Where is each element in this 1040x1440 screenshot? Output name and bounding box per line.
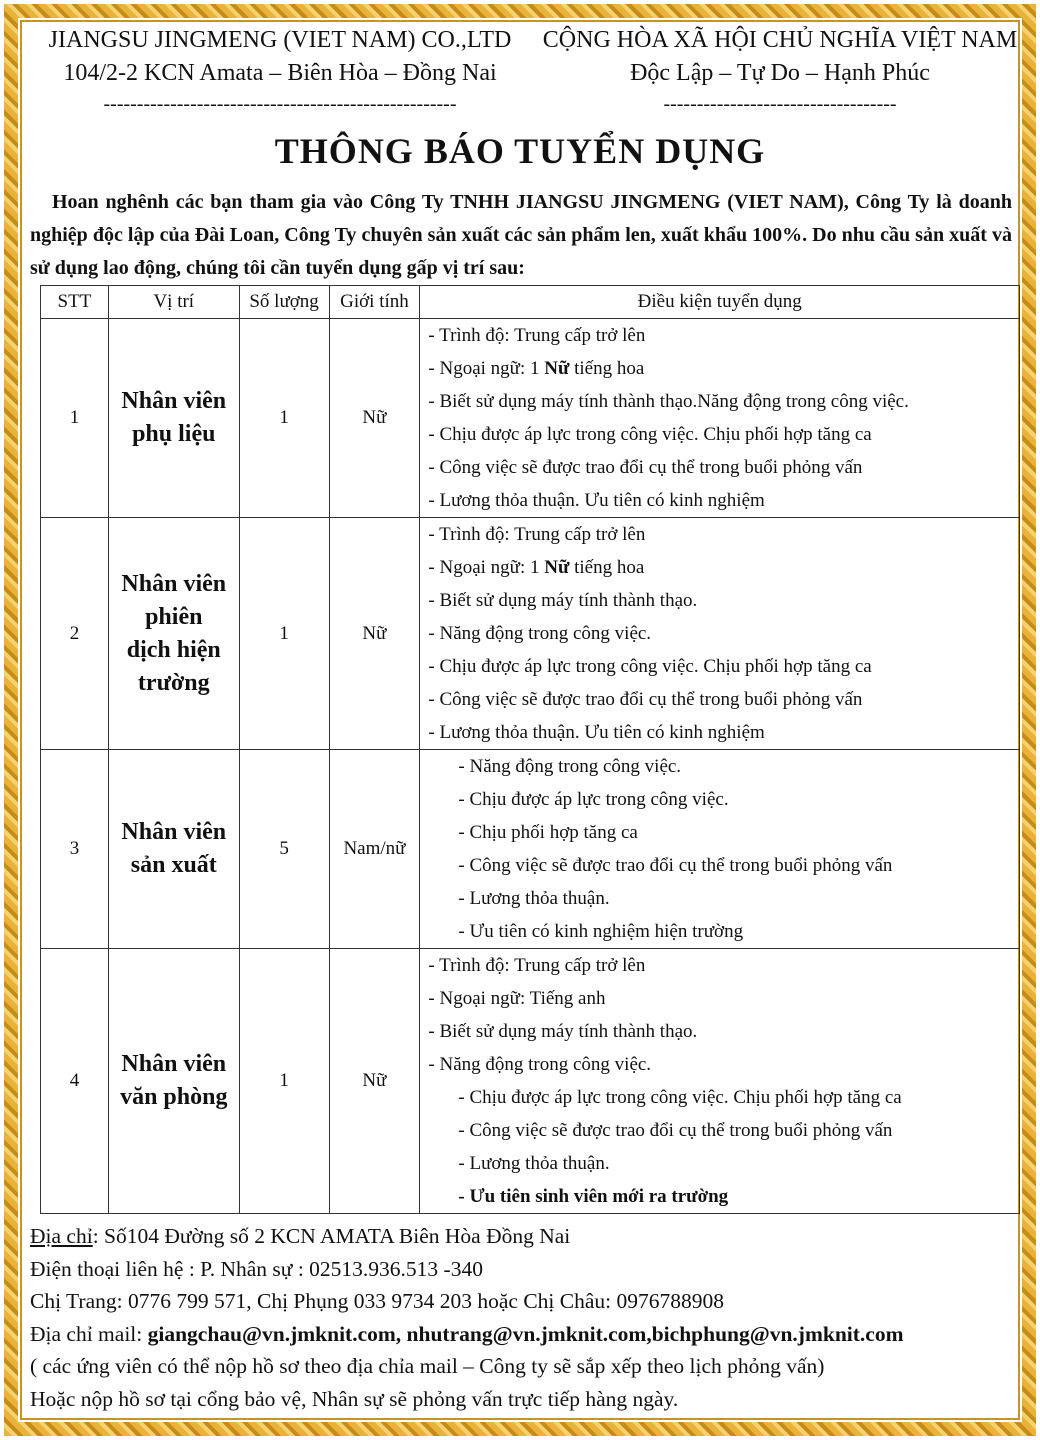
intro-paragraph	[30, 186, 1012, 285]
condition-item: - Ngoại ngữ: 1 Nữ tiếng hoa	[428, 358, 645, 379]
condition-item: - Công việc sẽ được trao đổi cụ thể trong buổi phỏng vấn	[458, 1120, 893, 1141]
footer-note: ( các ứng viên có thể nộp hồ sơ theo địa chỉa mail – Công ty sẽ sắp xếp theo lịch phỏng vấn)	[30, 1354, 825, 1378]
national-motto: Độc Lập – Tự Do – Hạnh Phúc	[630, 60, 930, 86]
position-line: Nhân viên	[121, 1051, 227, 1077]
contact-footer	[30, 1220, 1016, 1415]
condition-item: - Năng động trong công việc.	[428, 623, 652, 644]
condition-item: - Chịu được áp lực trong công việc. Chịu phối hợp tăng ca	[428, 656, 872, 677]
row-stt: 2	[41, 518, 109, 750]
left-divider: -----------------------------------------------------	[103, 93, 457, 115]
nation-title: CỘNG HÒA XÃ HỘI CHỦ NGHĨA VIỆT NAM	[542, 27, 1018, 53]
table-row	[41, 750, 1020, 949]
intro-text: Hoan nghênh các bạn tham gia vào Công Ty TNHH JIANGSU JINGMENG (VIET NAM), Công Ty là doanh nghiệp độc lập của Đài Loan, Công Ty chuyên sản xuất các sản phẩm len, xuất khẩu 100%. Do nhu cầu sản xuất và sử dụng lao động, chúng tôi cần tuyển dụng gấp vị trí sau:	[30, 191, 1012, 279]
condition-item: - Công việc sẽ được trao đổi cụ thể trong buổi phỏng vấn	[428, 457, 863, 478]
condition-item: - Ưu tiên sinh viên mới ra trường	[458, 1186, 729, 1207]
row-gender: Nữ	[329, 319, 420, 518]
condition-item: - Lương thỏa thuận.	[458, 888, 610, 909]
condition-item: - Công việc sẽ được trao đổi cụ thể trong buổi phỏng vấn	[428, 689, 863, 710]
header-quantity: Số lượng	[239, 286, 329, 319]
footer-address	[30, 1220, 1016, 1253]
row-position	[108, 518, 239, 750]
row-stt: 4	[41, 949, 109, 1214]
table-header-row	[41, 286, 1020, 319]
document-header	[30, 24, 1018, 124]
footer-last-line: Hoặc nộp hồ sơ tại cổng bảo vệ, Nhân sự sẽ phỏng vấn trực tiếp hàng ngày.	[30, 1386, 679, 1411]
row-position	[108, 319, 239, 518]
footer-contacts: Chị Trang: 0776 799 571, Chị Phụng 033 9734 203 hoặc Chị Châu: 0976788908	[30, 1289, 725, 1313]
position-line: dịch hiện	[126, 636, 221, 663]
footer-phone: Điện thoại liên hệ : P. Nhân sự : 02513.936.513 -340	[30, 1256, 483, 1281]
row-conditions	[420, 949, 1020, 1214]
condition-item: - Ngoại ngữ: 1 Nữ tiếng hoa	[428, 557, 645, 578]
condition-item: - Trình độ: Trung cấp trở lên	[428, 524, 646, 545]
condition-item: - Năng động trong công việc.	[458, 756, 682, 777]
company-name: JIANGSU JINGMENG (VIET NAM) CO.,LTD	[48, 27, 512, 53]
header-gender: Giới tính	[329, 286, 420, 319]
header-conditions: Điều kiện tuyển dụng	[420, 286, 1020, 319]
condition-item: - Chịu được áp lực trong công việc.	[458, 789, 729, 810]
condition-item: - Ưu tiên có kinh nghiệm hiện trường	[458, 921, 744, 942]
row-gender: Nam/nữ	[329, 750, 420, 949]
row-gender: Nữ	[329, 518, 420, 750]
company-address: 104/2-2 KCN Amata – Biên Hòa – Đồng Nai	[63, 60, 497, 86]
position-line: Nhân viên	[121, 388, 227, 414]
job-table	[40, 285, 1020, 1214]
row-stt: 3	[41, 750, 109, 949]
condition-item: - Ngoại ngữ: Tiếng anh	[428, 988, 606, 1009]
condition-item: - Lương thỏa thuận. Ưu tiên có kinh nghiệm	[428, 722, 765, 743]
position-line: phụ liệu	[132, 421, 216, 447]
condition-item: - Trình độ: Trung cấp trở lên	[428, 955, 646, 976]
header-position: Vị trí	[108, 286, 239, 319]
row-quantity: 1	[239, 949, 329, 1214]
table-row	[41, 319, 1020, 518]
condition-item: - Công việc sẽ được trao đổi cụ thể trong buổi phỏng vấn	[458, 855, 893, 876]
mail-label: Địa chỉ mail:	[30, 1321, 148, 1346]
header-stt: STT	[41, 286, 109, 319]
row-position	[108, 750, 239, 949]
condition-item: - Lương thỏa thuận.	[458, 1153, 610, 1174]
nation-block	[530, 24, 1030, 118]
row-conditions	[420, 518, 1020, 750]
footer-mail	[30, 1318, 1016, 1351]
row-quantity: 1	[239, 319, 329, 518]
address-label: Địa chỉ	[30, 1224, 93, 1248]
condition-item: - Biết sử dụng máy tính thành thạo.Năng động trong công việc.	[428, 391, 909, 412]
table-row	[41, 949, 1020, 1214]
condition-item: - Chịu được áp lực trong công việc. Chịu phối hợp tăng ca	[428, 424, 872, 445]
condition-item: - Biết sử dụng máy tính thành thạo.	[428, 1021, 698, 1042]
right-divider: -----------------------------------	[663, 93, 897, 115]
row-position	[108, 949, 239, 1214]
row-stt: 1	[41, 319, 109, 518]
position-line: Nhân viên	[121, 819, 227, 845]
mail-addresses[interactable]: giangchau@vn.jmknit.com, nhutrang@vn.jmknit.com,bichphung@vn.jmknit.com	[147, 1321, 904, 1346]
condition-item: - Chịu phối hợp tăng ca	[458, 822, 638, 843]
page-title: THÔNG BÁO TUYỂN DỤNG	[274, 131, 766, 171]
condition-item: - Trình độ: Trung cấp trở lên	[428, 325, 646, 346]
position-line: sản xuất	[130, 852, 217, 878]
position-line: phiên	[145, 603, 203, 630]
company-block	[30, 24, 530, 118]
condition-item: - Chịu được áp lực trong công việc. Chịu phối hợp tăng ca	[458, 1087, 902, 1108]
row-gender: Nữ	[329, 949, 420, 1214]
row-conditions	[420, 750, 1020, 949]
row-conditions	[420, 319, 1020, 518]
condition-item: - Lương thỏa thuận. Ưu tiên có kinh nghiệm	[428, 490, 765, 511]
position-line: văn phòng	[120, 1084, 228, 1110]
position-line: trường	[137, 669, 210, 696]
condition-item: - Biết sử dụng máy tính thành thạo.	[428, 590, 698, 611]
row-quantity: 1	[239, 518, 329, 750]
row-quantity: 5	[239, 750, 329, 949]
address-value: : Số104 Đường số 2 KCN AMATA Biên Hòa Đồng Nai	[92, 1224, 571, 1248]
table-row	[41, 518, 1020, 750]
position-line: Nhân viên	[121, 570, 227, 597]
condition-item: - Năng động trong công việc.	[428, 1054, 652, 1075]
